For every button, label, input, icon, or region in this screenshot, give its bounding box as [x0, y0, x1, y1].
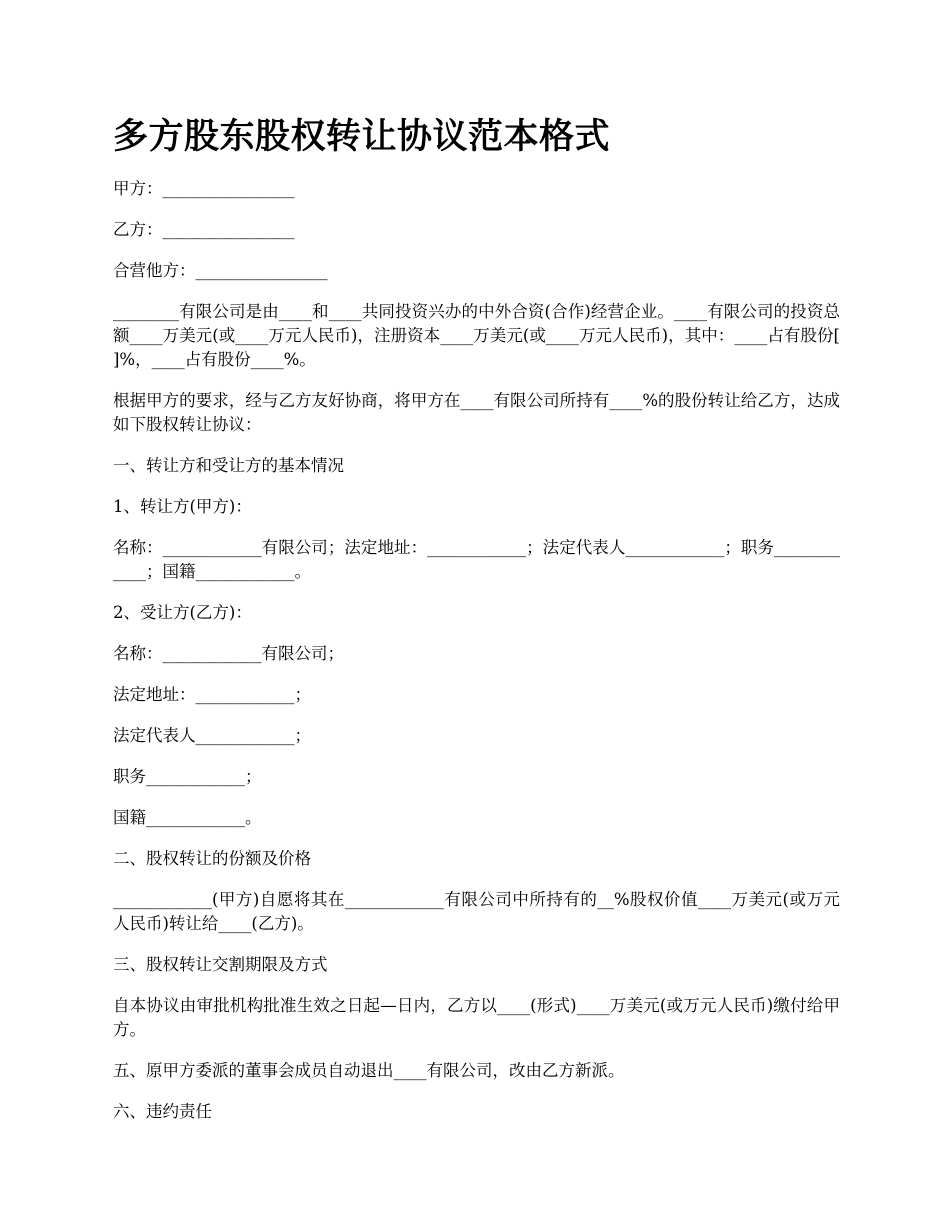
share-price-paragraph: ____________(甲方)自愿将其在____________有限公司中所持有的__%股权价值____万美元(或万元人民币)转让给____(乙方)。 [113, 890, 840, 933]
transferee-name: 名称：____________有限公司； [113, 644, 344, 663]
section-heading-delivery: 三、股权转让交割期限及方式 [113, 955, 328, 974]
transferee-address: 法定地址：____________； [113, 685, 311, 704]
section-heading-share-price: 二、股权转让的份额及价格 [113, 849, 311, 868]
agreement-preamble-paragraph: 根据甲方的要求，经与乙方友好协商，将甲方在____有限公司所持有____%的股份转让给乙方，达成如下股权转让协议： [113, 391, 840, 434]
delivery-paragraph: 自本协议由审批机构批准生效之日起—日内，乙方以____(形式)____万美元(或万元人民币)缴付给甲方。 [113, 996, 840, 1039]
section-heading-liability: 六、违约责任 [113, 1102, 212, 1121]
board-change-paragraph: 五、原甲方委派的董事会成员自动退出____有限公司，改由乙方新派。 [113, 1061, 625, 1080]
other-party-line: 合营他方：________________ [113, 261, 328, 280]
party-a-line: 甲方：________________ [113, 179, 295, 198]
document-body [113, 177, 840, 1141]
transferor-heading: 1、转让方(甲方)： [113, 497, 252, 516]
transferee-heading: 2、受让方(乙方)： [113, 603, 252, 622]
section-heading-parties: 一、转让方和受让方的基本情况 [113, 456, 344, 475]
transferee-representative: 法定代表人____________； [113, 726, 311, 745]
transferee-position: 职务____________； [113, 767, 262, 786]
document-title: 多方股东股权转让协议范本格式 [113, 117, 611, 157]
transferee-nationality: 国籍____________。 [113, 808, 262, 827]
company-intro-paragraph: ________有限公司是由____和____共同投资兴办的中外合资(合作)经营企业。____有限公司的投资总额____万美元(或____万元人民币)，注册资本____万美元(或____万元人民币)，其中：____占有股份[ ]%，____占有股份____%。 [113, 302, 840, 369]
party-b-line: 乙方：________________ [113, 220, 295, 239]
transferor-details: 名称：____________有限公司；法定地址：____________；法定代表人____________；职务____________；国籍____________。 [113, 538, 840, 581]
